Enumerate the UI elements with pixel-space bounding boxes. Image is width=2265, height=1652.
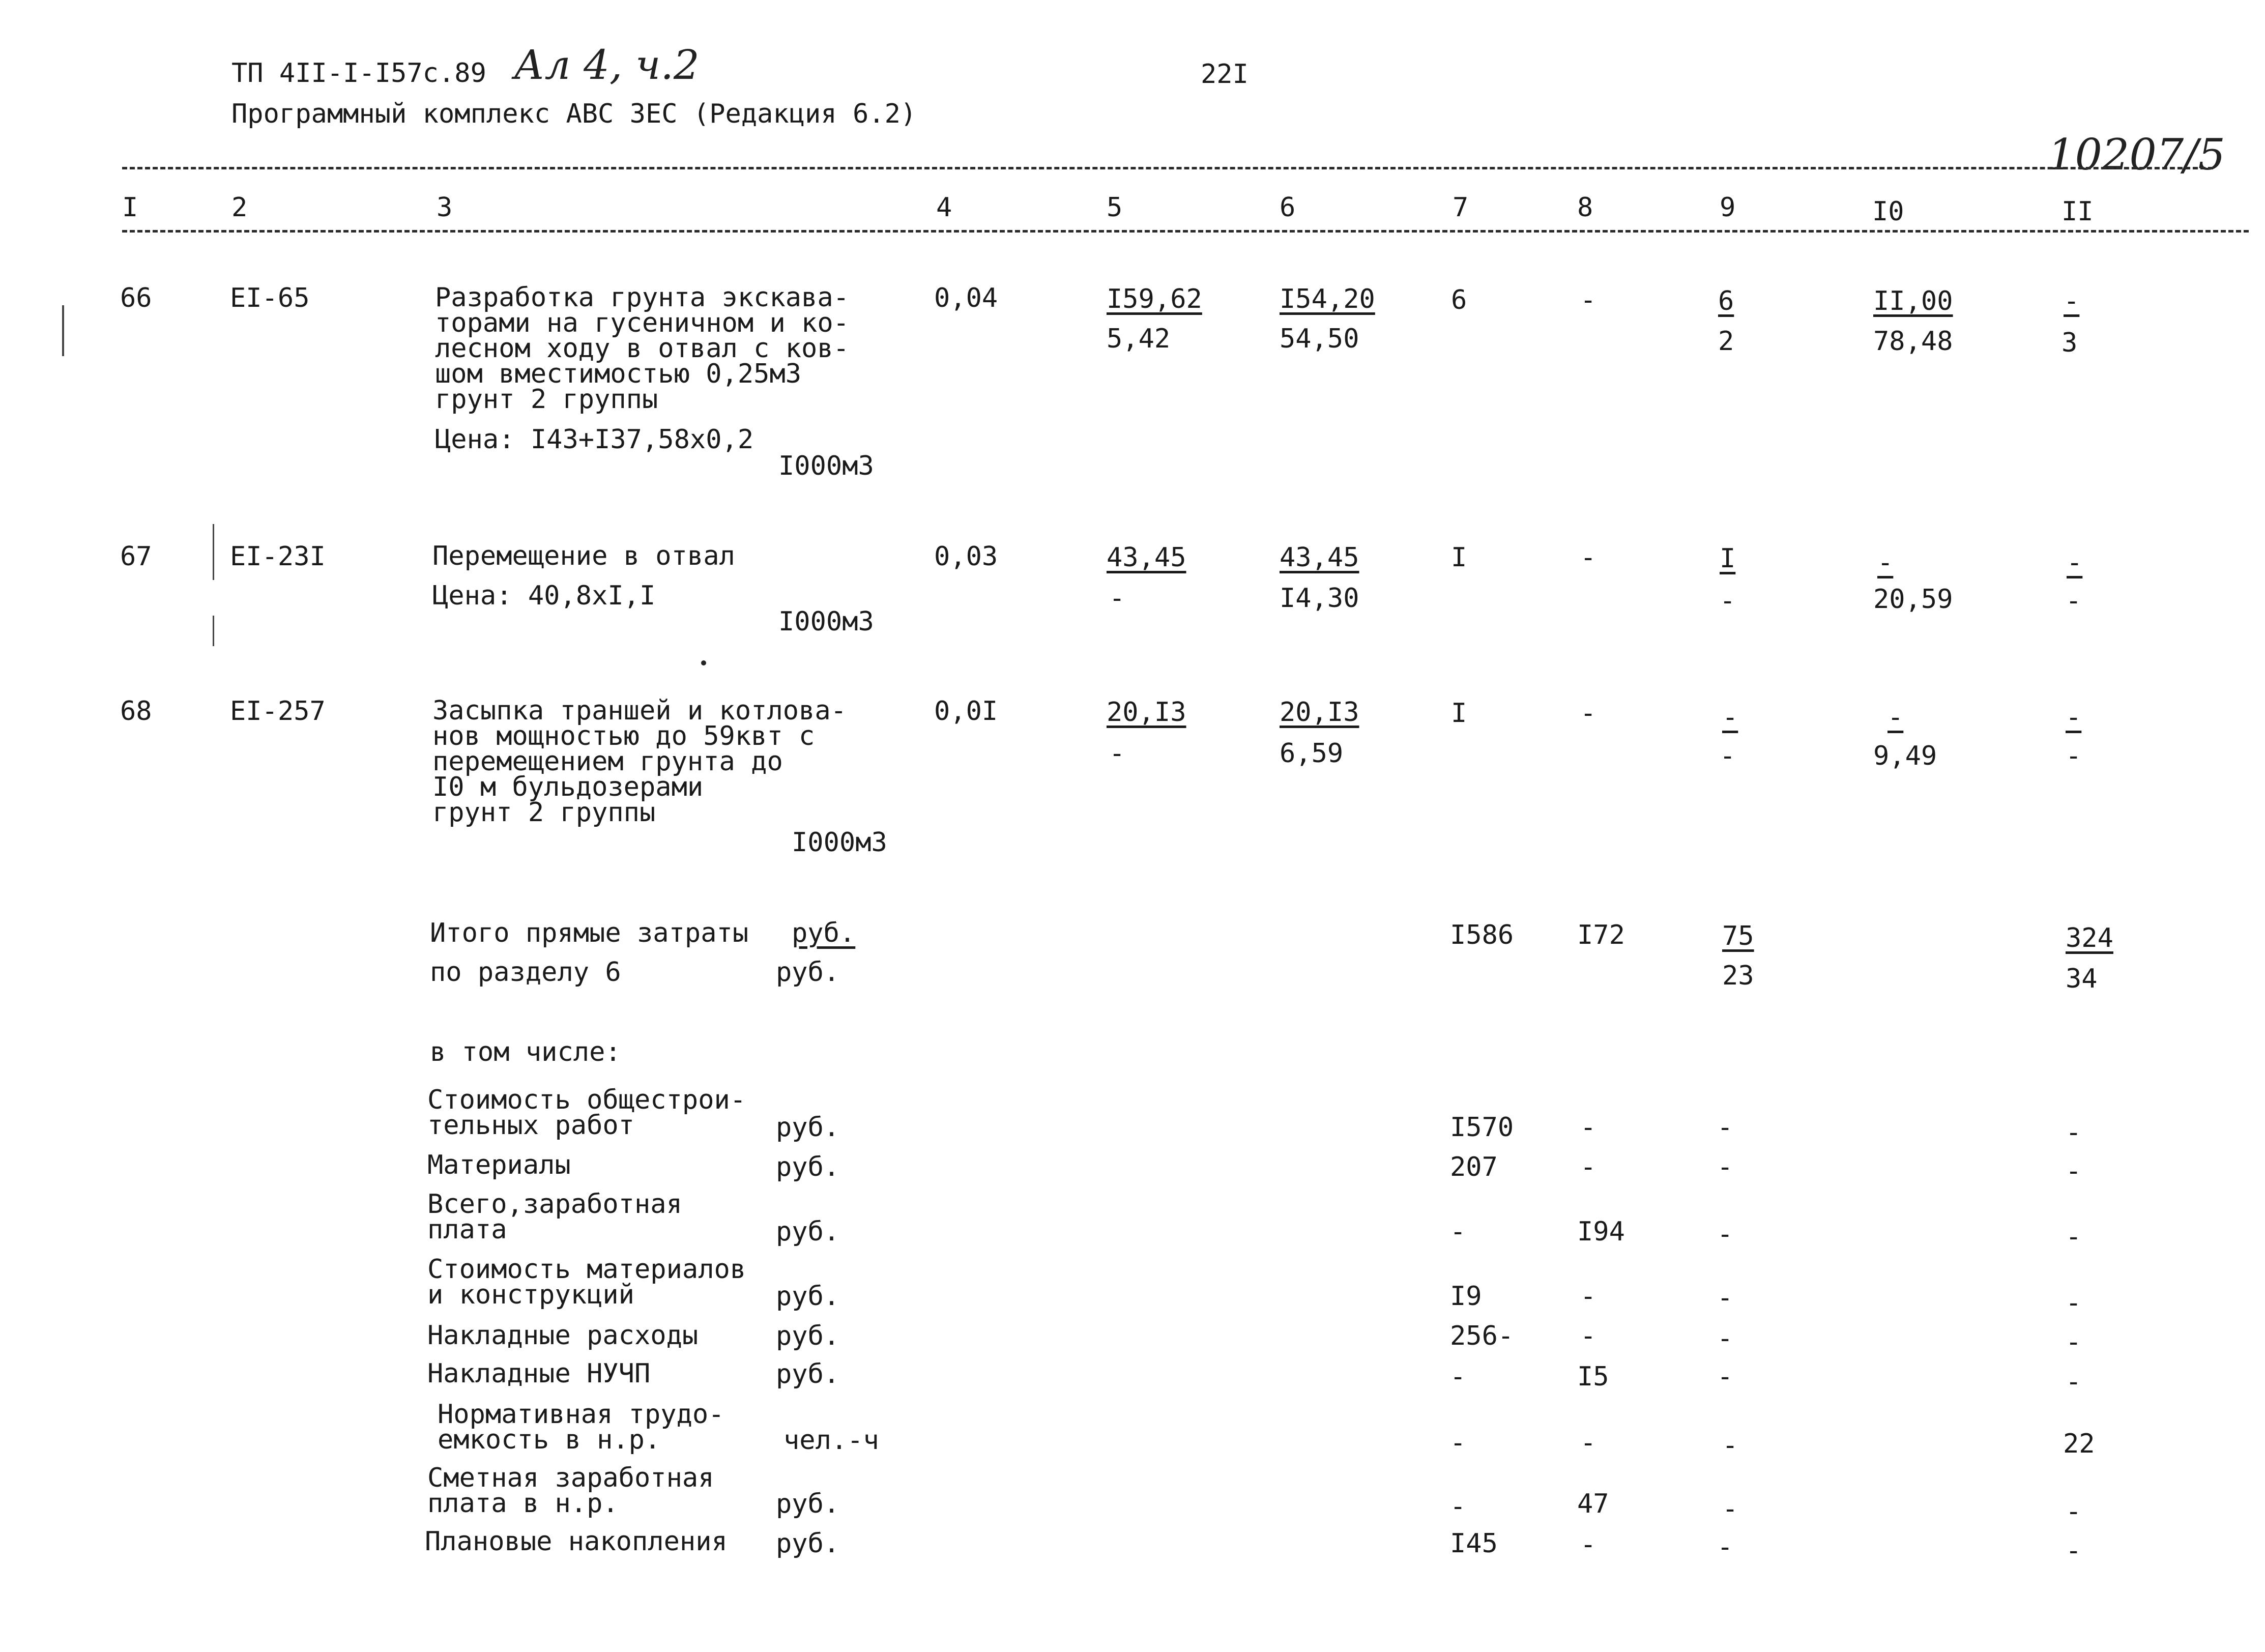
- cell-col6-top: 20,I3: [1280, 697, 1359, 728]
- margin-mark: [213, 524, 214, 580]
- col-header-4: 4: [936, 192, 952, 223]
- document-reference: ТП 4II-I-I57с.89: [231, 58, 486, 89]
- cell-col10-top: -: [1877, 547, 1894, 578]
- cell-col5-bottom: -: [1109, 583, 1125, 614]
- cell-col6-top: 43,45: [1280, 542, 1359, 573]
- handwritten-note: Ал 4, ч.2: [514, 41, 700, 89]
- col-header-3: 3: [437, 192, 453, 223]
- breakdown-col11: -: [2066, 1496, 2082, 1527]
- col-header-5: 5: [1107, 192, 1123, 223]
- cell-col6-bottom: I4,30: [1280, 583, 1359, 614]
- cell-col5-bottom: -: [1109, 738, 1125, 769]
- breakdown-col9: -: [1717, 1361, 1733, 1392]
- cell-col9-top: -: [1722, 702, 1738, 733]
- breakdown-col8: -: [1580, 1281, 1596, 1312]
- cell-col5-top: I59,62: [1107, 284, 1202, 314]
- breakdown-col8: I94: [1577, 1216, 1625, 1247]
- handwritten-stamp: 10207/5: [2048, 130, 2225, 180]
- breakdown-col9: -: [1717, 1323, 1733, 1354]
- breakdown-label: Стоимость материалов и конструкций: [427, 1254, 746, 1310]
- breakdown-col9: -: [1722, 1430, 1738, 1461]
- breakdown-col11: 22: [2063, 1429, 2095, 1459]
- breakdown-label: Сметная заработная плата в н.р.: [427, 1463, 714, 1519]
- breakdown-col7: I45: [1450, 1528, 1498, 1559]
- totals-label-direct-costs: Итого прямые затраты: [430, 918, 749, 948]
- row-unit: I000м3: [778, 606, 874, 637]
- cell-col10-top: II,00: [1873, 286, 1953, 316]
- cell-col9-bottom: -: [1720, 586, 1736, 616]
- ink-dot: [701, 660, 706, 665]
- row-number: 67: [120, 541, 152, 572]
- cell-col5-bottom: 5,42: [1107, 324, 1171, 354]
- breakdown-col7: 256-: [1450, 1321, 1514, 1351]
- cell-col6-top: I54,20: [1280, 284, 1375, 314]
- breakdown-unit: руб.: [776, 1112, 840, 1143]
- breakdown-col9: -: [1717, 1283, 1733, 1313]
- cell-col9-top: 6: [1718, 286, 1734, 316]
- breakdown-col9: -: [1722, 1494, 1738, 1524]
- margin-mark: [213, 616, 214, 646]
- breakdown-col11: -: [2066, 1367, 2082, 1397]
- totals-unit: руб.: [776, 957, 840, 988]
- breakdown-unit: руб.: [776, 1321, 840, 1351]
- breakdown-unit: руб.: [776, 1528, 840, 1559]
- cell-col6-bottom: 54,50: [1280, 324, 1359, 354]
- breakdown-col11: -: [2066, 1156, 2082, 1186]
- breakdown-col7: -: [1450, 1361, 1466, 1392]
- breakdown-col11: -: [2066, 1288, 2082, 1318]
- col-header-2: 2: [231, 192, 248, 223]
- breakdown-col11: -: [2066, 1222, 2082, 1252]
- cell-col11-top: -: [2066, 702, 2082, 733]
- row-quantity: 0,03: [934, 541, 998, 572]
- cell-col11-top: -: [2064, 286, 2080, 316]
- breakdown-col8: 47: [1577, 1489, 1609, 1519]
- cell-col7: I: [1451, 698, 1467, 729]
- col-header-11: II: [2061, 196, 2094, 227]
- row-code: EI-65: [230, 283, 310, 313]
- cell-col9-bottom: -: [1720, 741, 1736, 771]
- cell-col11-top: -: [2067, 547, 2083, 578]
- totals-col8: I72: [1577, 920, 1625, 950]
- cell-col7: 6: [1451, 285, 1467, 315]
- cell-col11-bottom: -: [2066, 741, 2082, 771]
- breakdown-label: Нормативная трудо- емкость в н.р.: [438, 1399, 724, 1455]
- col-header-1: I: [122, 192, 138, 223]
- breakdown-col7: I9: [1450, 1281, 1482, 1312]
- cell-col10-top: -: [1887, 702, 1904, 733]
- col-header-7: 7: [1453, 192, 1469, 223]
- totals-col11-bottom: 34: [2066, 964, 2098, 994]
- breakdown-col8: -: [1580, 1112, 1596, 1143]
- breakdown-col7: I570: [1450, 1112, 1514, 1143]
- breakdown-col7: -: [1450, 1428, 1466, 1458]
- breakdown-unit: руб.: [776, 1281, 840, 1312]
- col-header-10: I0: [1872, 196, 1904, 227]
- cell-col7: I: [1451, 542, 1467, 573]
- breakdown-col8: -: [1580, 1152, 1596, 1182]
- breakdown-col9: -: [1717, 1532, 1733, 1562]
- breakdown-label: Материалы: [427, 1150, 571, 1180]
- breakdown-col9: -: [1717, 1152, 1733, 1182]
- row-description: Разработка грунта экскава- торами на гусеничном и ко- лесном ходу в отвал с ков- шом вместимостью 0,25м3 грунт 2 группы: [435, 282, 849, 415]
- row-number: 66: [120, 283, 152, 313]
- row-description: Засыпка траншей и котлова- нов мощностью до 59квт с перемещением грунта до I0 м бульдозерами грунт 2 группы: [432, 695, 847, 828]
- breakdown-col9: -: [1717, 1112, 1733, 1143]
- breakdown-col8: -: [1580, 1321, 1596, 1351]
- cell-col5-top: 20,I3: [1107, 697, 1186, 728]
- cell-col6-bottom: 6,59: [1280, 738, 1344, 769]
- row-unit: I000м3: [792, 827, 887, 858]
- cell-col9-top: I: [1720, 543, 1736, 574]
- row-price: Цена: 40,8хI,I: [432, 581, 656, 611]
- cell-col10-bottom: 9,49: [1873, 741, 1937, 771]
- breakdown-col7: -: [1450, 1491, 1466, 1522]
- cell-col8: -: [1580, 698, 1596, 729]
- breakdown-unit: руб.: [776, 1152, 840, 1182]
- breakdown-label: Накладные НУЧП: [427, 1358, 651, 1389]
- row-quantity: 0,0I: [934, 696, 998, 727]
- breakdown-unit: руб.: [776, 1489, 840, 1519]
- row-price: Цена: I43+I37,58х0,2: [435, 424, 754, 455]
- totals-unit: руб.: [792, 918, 856, 948]
- breakdown-label: Стоимость общестрои- тельных работ: [427, 1085, 746, 1141]
- breakdown-col8: -: [1580, 1428, 1596, 1458]
- breakdown-col8: I5: [1577, 1361, 1609, 1392]
- cell-col9-bottom: 2: [1718, 326, 1734, 357]
- breakdown-col8: -: [1580, 1529, 1596, 1560]
- breakdown-col9: -: [1717, 1219, 1733, 1250]
- header-rule-top: [122, 167, 2213, 169]
- row-quantity: 0,04: [934, 283, 998, 313]
- cell-col8: -: [1580, 542, 1596, 573]
- row-description: Перемещение в отвал: [432, 541, 735, 571]
- including-label: в том числе:: [430, 1037, 621, 1067]
- cell-col8: -: [1580, 285, 1596, 315]
- breakdown-col11: -: [2066, 1117, 2082, 1148]
- breakdown-label: Всего,заработная плата: [427, 1189, 682, 1245]
- cell-col10-bottom: 20,59: [1873, 584, 1953, 615]
- col-header-6: 6: [1280, 192, 1296, 223]
- breakdown-col11: -: [2066, 1535, 2082, 1566]
- breakdown-unit: чел.-ч: [783, 1425, 879, 1456]
- cell-col11-bottom: -: [2066, 586, 2082, 616]
- program-title: Программный комплекс АВС 3ЕС (Редакция 6.2): [231, 99, 917, 129]
- cell-col10-bottom: 78,48: [1873, 326, 1953, 357]
- col-header-9: 9: [1720, 192, 1736, 223]
- breakdown-unit: руб.: [776, 1216, 840, 1247]
- cell-col11-bottom: 3: [2061, 328, 2078, 358]
- totals-col7: I586: [1450, 920, 1514, 950]
- breakdown-label: Накладные расходы: [427, 1320, 699, 1351]
- cell-col5-top: 43,45: [1107, 542, 1186, 573]
- breakdown-col11: -: [2066, 1327, 2082, 1357]
- totals-col11-top: 324: [2066, 923, 2113, 953]
- row-number: 68: [120, 696, 152, 727]
- breakdown-label: Плановые накопления: [425, 1526, 728, 1557]
- totals-col9-top: 75: [1722, 921, 1754, 951]
- header-rule-bottom: [122, 230, 2249, 233]
- totals-col9-bottom: 23: [1722, 961, 1754, 991]
- page-number: 22I: [1201, 59, 1248, 90]
- row-code: EI-257: [230, 696, 326, 727]
- row-unit: I000м3: [778, 451, 874, 481]
- totals-label-section: по разделу 6: [430, 957, 621, 988]
- breakdown-unit: руб.: [776, 1359, 840, 1389]
- breakdown-col7: 207: [1450, 1152, 1498, 1182]
- col-header-8: 8: [1577, 192, 1593, 223]
- margin-mark: [62, 305, 64, 356]
- breakdown-col7: -: [1450, 1216, 1466, 1247]
- row-code: EI-23I: [230, 541, 326, 572]
